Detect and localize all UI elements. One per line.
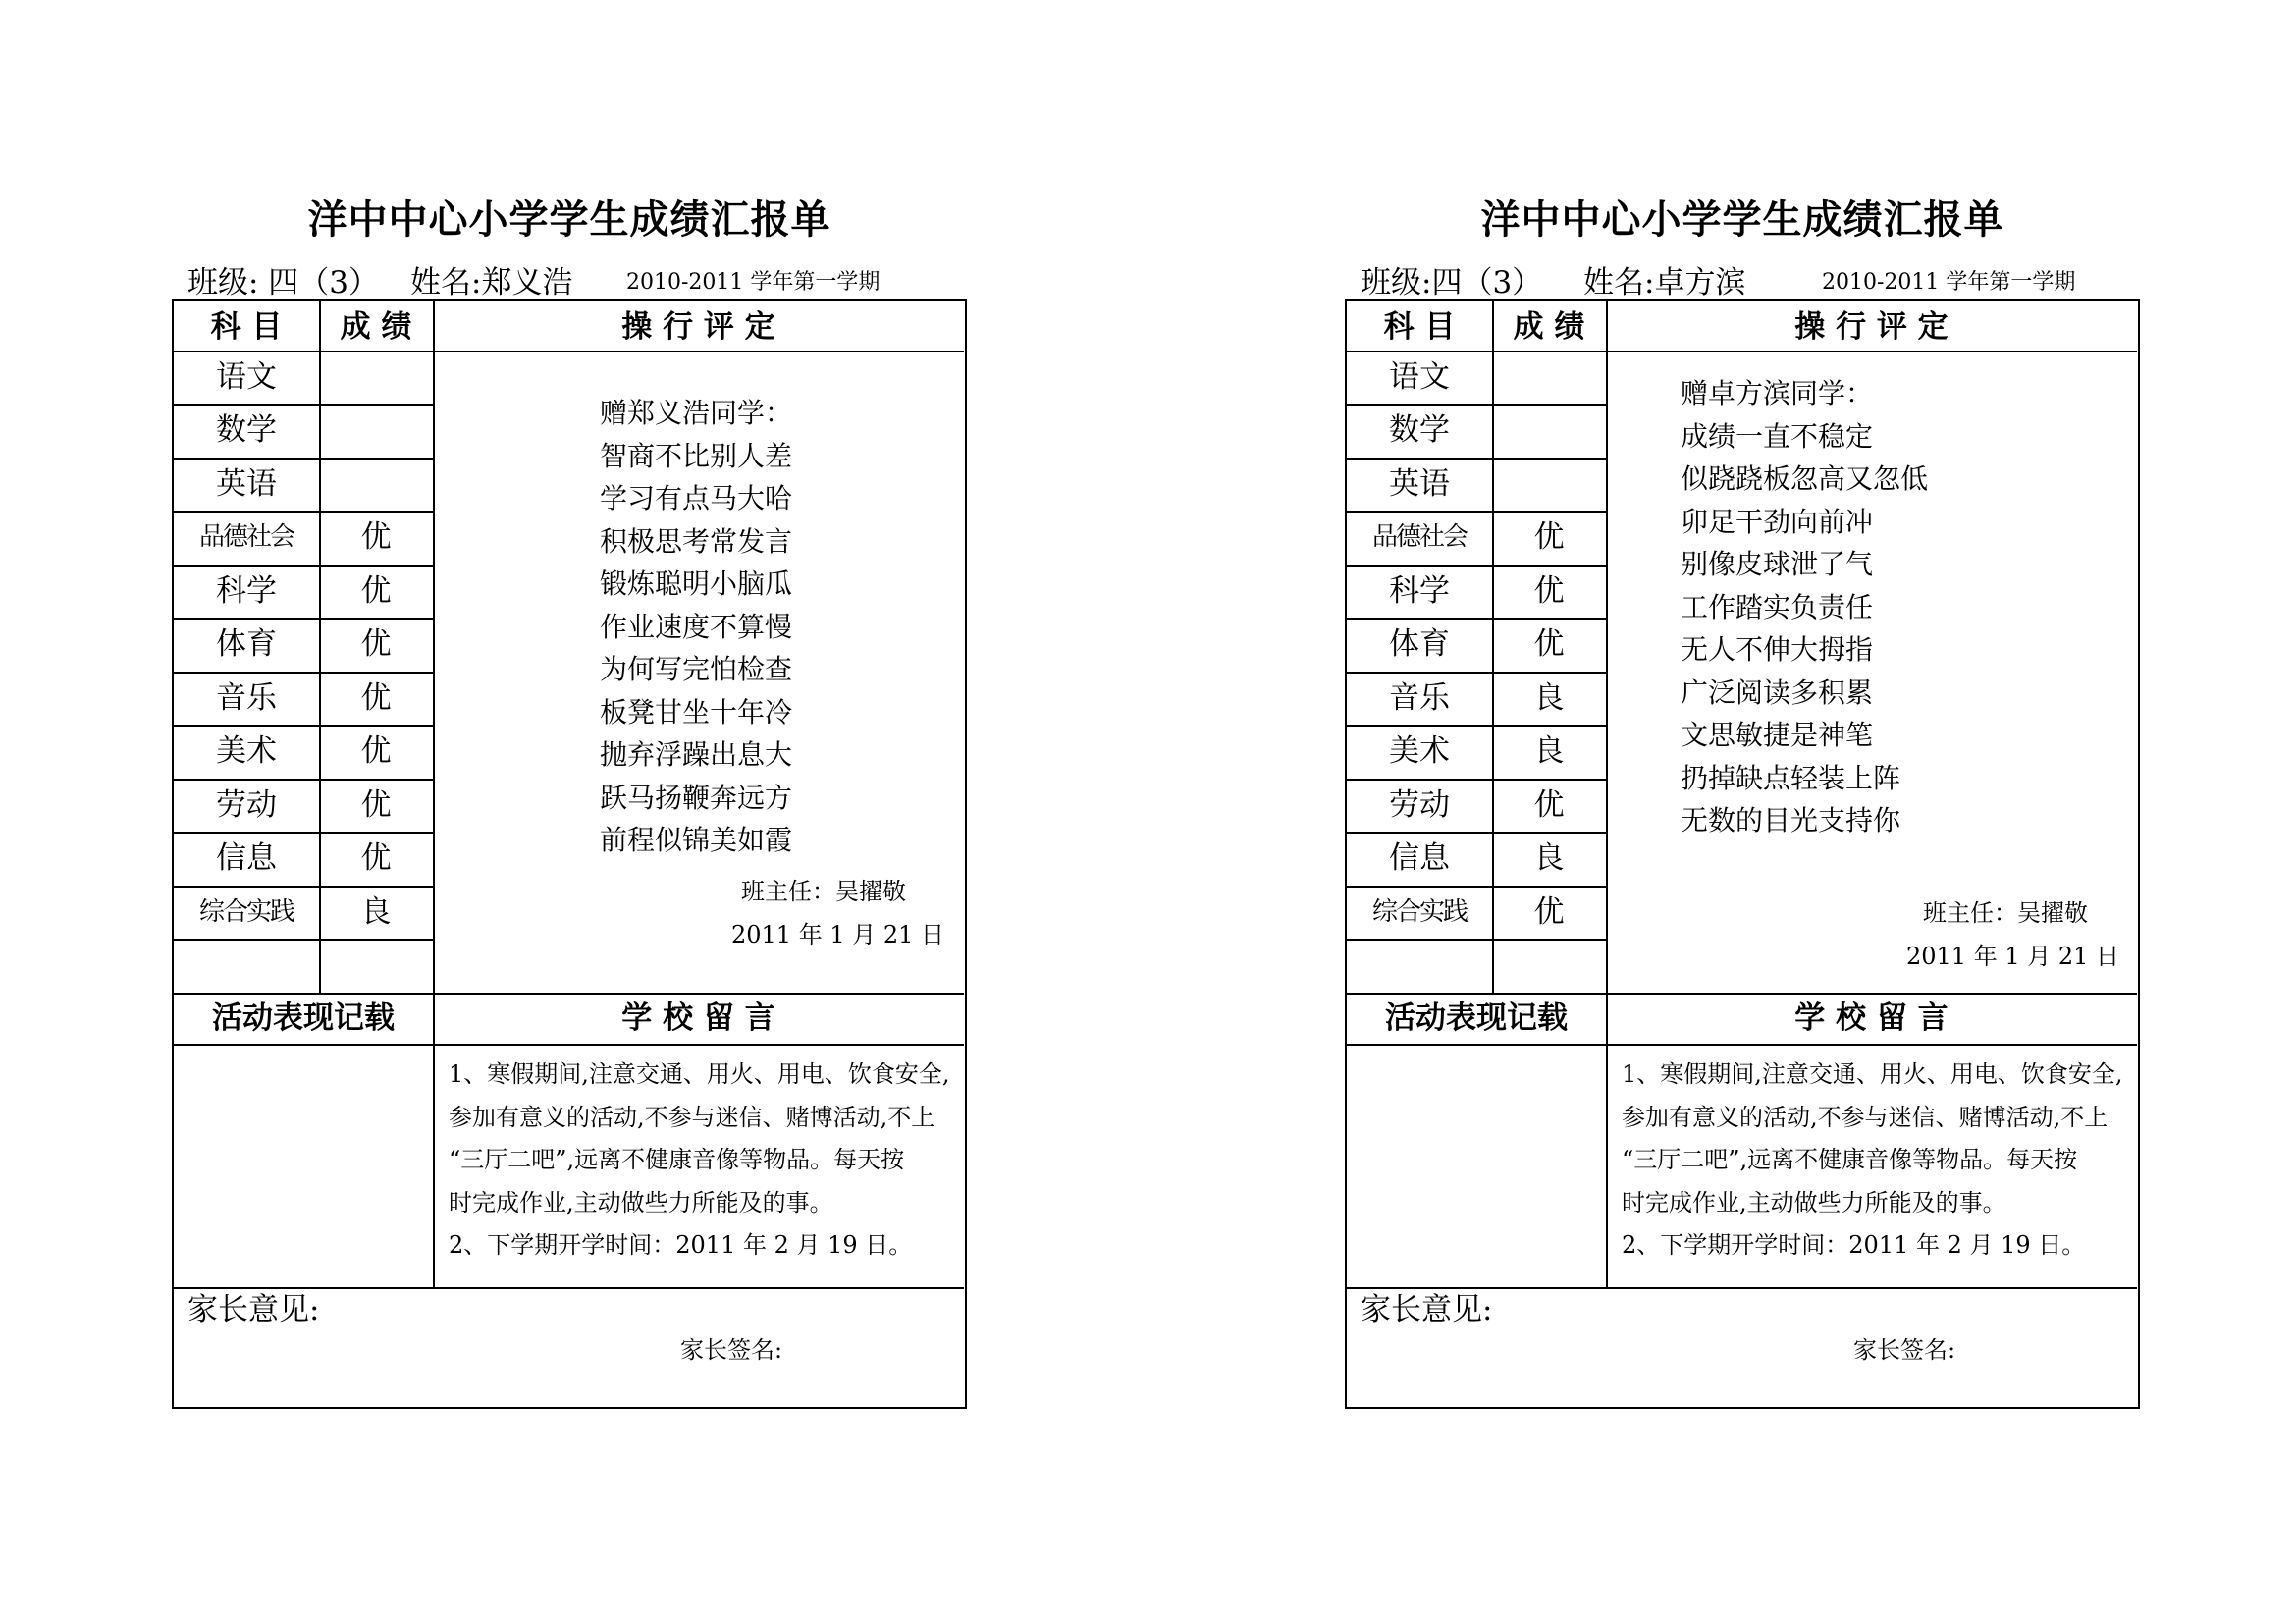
subject-name: 英语 — [216, 466, 277, 502]
subject-grade: 优 — [1533, 626, 1565, 662]
school-message — [449, 1054, 959, 1268]
message-line: “三厅二吧”,远离不健康音像等物品。每天按 — [449, 1146, 905, 1173]
grid-line — [174, 1044, 964, 1046]
grade-header: 成 绩 — [340, 309, 412, 345]
poem-line: 前程似锦美如霞 — [600, 824, 793, 856]
activity-header: 活动表现记载 — [212, 1001, 395, 1036]
poem-line: 别像皮球泄了气 — [1681, 548, 1874, 580]
poem-line: 赠郑义浩同学： — [600, 397, 793, 429]
subject-grade — [319, 351, 433, 404]
subject-header: 科 目 — [1383, 309, 1456, 345]
report-card-right — [1345, 0, 2140, 1624]
subject-name: 美术 — [1389, 733, 1450, 769]
subject-grade: 良 — [1533, 680, 1565, 716]
subject-name: 劳动 — [216, 787, 277, 823]
message-line: 1、寒假期间,注意交通、用火、用电、饮食安全, — [1622, 1060, 2123, 1088]
poem-line: 作业速度不算慢 — [600, 610, 793, 643]
parent-signature-label: 家长签名: — [1853, 1336, 1956, 1364]
poem-line: 板凳甘坐十年冷 — [600, 695, 793, 729]
message-line: 参加有意义的活动,不参与迷信、赌博活动,不上 — [449, 1103, 935, 1131]
subject-grade — [1492, 458, 1606, 511]
subject-grade: 优 — [1533, 573, 1565, 609]
conduct-poem — [1681, 372, 1928, 842]
poem-line: 锻炼聪明小脑瓜 — [600, 568, 793, 600]
student-name-label: 姓名:卓方滨 — [1583, 265, 1746, 300]
subject-name: 语文 — [1389, 359, 1450, 395]
subject-grade: 优 — [360, 626, 392, 662]
subject-header: 科 目 — [210, 309, 283, 345]
report-card-left — [172, 0, 967, 1624]
subject-grade — [319, 404, 433, 457]
report-title: 洋中中心小学学生成绩汇报单 — [1480, 197, 2004, 243]
message-line: 2、下学期开学时间：2011 年 2 月 19 日。 — [449, 1231, 913, 1259]
subject-name: 综合实践 — [198, 897, 294, 927]
teacher-signature: 班主任：吴擢敬 — [741, 878, 906, 905]
subject-grade — [319, 458, 433, 511]
subject-grade: 优 — [360, 519, 392, 555]
subject-name: 美术 — [216, 733, 277, 769]
poem-line: 积极思考常发言 — [600, 524, 793, 558]
conduct-date: 2011 年 1 月 21 日 — [1906, 943, 2120, 970]
poem-line: 广泛阅读多积累 — [1681, 676, 1874, 709]
subject-grade — [1492, 404, 1606, 457]
message-line: 1、寒假期间,注意交通、用火、用电、饮食安全, — [449, 1060, 950, 1088]
poem-line: 赠卓方滨同学： — [1681, 377, 1874, 409]
subject-name: 品德社会 — [198, 522, 294, 552]
report-title: 洋中中心小学学生成绩汇报单 — [307, 197, 831, 243]
subject-grade — [1492, 351, 1606, 404]
grid-line — [1347, 1044, 2137, 1046]
subject-grade: 优 — [1533, 894, 1565, 930]
poem-line: 抛弃浮躁出息大 — [600, 738, 793, 771]
poem-line: 跃马扬鞭奔远方 — [600, 781, 793, 814]
term-label: 2010-2011 学年第一学期 — [626, 270, 881, 295]
grid-line — [1606, 301, 1608, 1287]
subject-name — [1347, 939, 1492, 992]
subject-name: 音乐 — [216, 680, 277, 716]
message-line: 2、下学期开学时间：2011 年 2 月 19 日。 — [1622, 1231, 2086, 1259]
subject-name: 英语 — [1389, 466, 1450, 502]
subject-name: 劳动 — [1389, 787, 1450, 823]
subject-grade — [1492, 939, 1606, 992]
subject-grade: 良 — [360, 894, 392, 930]
poem-line: 成绩一直不稳定 — [1681, 419, 1874, 453]
parent-opinion-label: 家长意见: — [187, 1292, 320, 1327]
conduct-header: 操 行 评 定 — [1794, 309, 1949, 345]
subject-grade: 优 — [1533, 519, 1565, 555]
term-label: 2010-2011 学年第一学期 — [1822, 270, 2076, 295]
subject-grade: 优 — [360, 733, 392, 769]
subject-name: 品德社会 — [1371, 522, 1467, 552]
subject-name: 信息 — [1389, 840, 1450, 876]
report-table — [172, 299, 967, 1409]
message-line: 参加有意义的活动,不参与迷信、赌博活动,不上 — [1622, 1103, 2109, 1131]
poem-line: 学习有点马大哈 — [600, 482, 793, 514]
poem-line: 无人不伸大拇指 — [1681, 633, 1874, 666]
grade-header: 成 绩 — [1513, 309, 1585, 345]
poem-line: 似跷跷板忽高又忽低 — [1681, 462, 1929, 495]
conduct-date: 2011 年 1 月 21 日 — [731, 921, 945, 948]
school-message-header: 学 校 留 言 — [1794, 1001, 1949, 1036]
subject-grade: 良 — [1533, 840, 1565, 876]
school-message-header: 学 校 留 言 — [621, 1001, 775, 1036]
subject-name: 数学 — [216, 412, 277, 448]
poem-line: 文思敏捷是神笔 — [1681, 719, 1874, 751]
parent-opinion-label: 家长意见: — [1361, 1292, 1493, 1327]
subject-grade — [319, 939, 433, 992]
subject-grade: 优 — [360, 840, 392, 876]
subject-name: 音乐 — [1389, 680, 1450, 716]
parent-signature-label: 家长签名: — [680, 1336, 783, 1364]
school-message — [1622, 1054, 2132, 1268]
conduct-poem — [600, 392, 792, 862]
poem-line: 卯足干劲向前冲 — [1681, 505, 1874, 538]
subject-name: 信息 — [216, 840, 277, 876]
poem-line: 工作踏实负责任 — [1681, 590, 1874, 623]
subject-name: 数学 — [1389, 412, 1450, 448]
teacher-signature: 班主任：吴擢敬 — [1923, 899, 2088, 927]
poem-line: 智商不比别人差 — [600, 439, 793, 472]
message-line: “三厅二吧”,远离不健康音像等物品。每天按 — [1622, 1146, 2078, 1173]
poem-line: 为何写完怕检查 — [600, 653, 793, 685]
subject-grade: 优 — [360, 680, 392, 716]
subject-name: 科学 — [216, 573, 277, 609]
subject-grade: 优 — [360, 787, 392, 823]
subject-name: 体育 — [216, 626, 277, 662]
poem-line: 无数的目光支持你 — [1681, 804, 1901, 837]
subject-name: 科学 — [1389, 573, 1450, 609]
report-table — [1345, 299, 2140, 1409]
grid-line — [433, 301, 435, 1287]
activity-header: 活动表现记载 — [1385, 1001, 1568, 1036]
poem-line: 扔掉缺点轻装上阵 — [1681, 761, 1901, 794]
conduct-header: 操 行 评 定 — [621, 309, 775, 345]
subject-grade: 优 — [360, 573, 392, 609]
subject-name: 体育 — [1389, 626, 1450, 662]
class-label: 班级: 四（3） — [187, 265, 380, 300]
message-line: 时完成作业,主动做些力所能及的事。 — [449, 1188, 833, 1217]
subject-grade: 良 — [1533, 733, 1565, 769]
student-name-label: 姓名:郑义浩 — [410, 265, 573, 300]
subject-name: 语文 — [216, 359, 277, 395]
subject-name — [174, 939, 319, 992]
class-label: 班级:四（3） — [1361, 265, 1543, 300]
subject-name: 综合实践 — [1371, 897, 1467, 927]
message-line: 时完成作业,主动做些力所能及的事。 — [1622, 1188, 2006, 1217]
subject-grade: 优 — [1533, 787, 1565, 823]
